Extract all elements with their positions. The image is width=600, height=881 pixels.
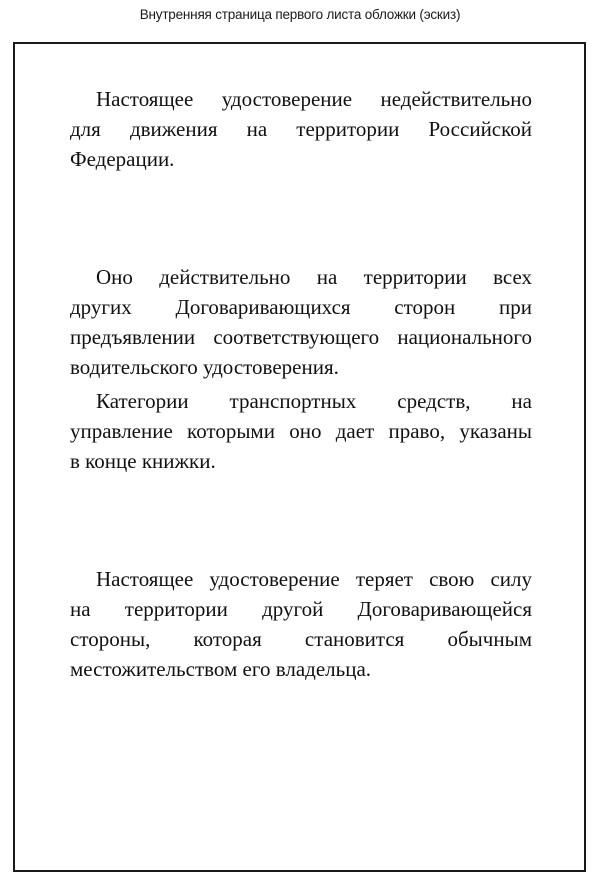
- paragraph-valid-other-parties: [70, 262, 532, 382]
- page-caption: Внутренняя страница первого листа обложки (эскиз): [139, 7, 461, 22]
- text-line: водительского удостоверения.: [70, 355, 339, 379]
- paragraph-loses-validity: [70, 564, 532, 684]
- text-line: в конце книжки.: [70, 449, 216, 473]
- text-line: Настоящее удостоверение недействительно: [96, 87, 532, 111]
- text-line: на территории другой Договаривающейся: [70, 597, 532, 621]
- text-line: Категории транспортных средств, на: [96, 389, 532, 413]
- text-line: местожительством его владельца.: [70, 657, 372, 681]
- text-line: Оно действительно на территории всех: [96, 265, 532, 289]
- text-line: для движения на территории Российской: [70, 117, 532, 141]
- text-line: других Договаривающихся сторон при: [70, 295, 532, 319]
- paragraph-vehicle-categories: [70, 386, 532, 476]
- text-line: стороны, которая становится обычным: [70, 627, 532, 651]
- paragraph-not-valid-in-russia: [70, 84, 532, 174]
- text-line: предъявлении соответствующего национального: [70, 325, 532, 349]
- text-line: управление которыми оно дает право, указаны: [70, 419, 532, 443]
- text-line: Федерации.: [70, 147, 175, 171]
- text-line: Настоящее удостоверение теряет свою силу: [96, 567, 532, 591]
